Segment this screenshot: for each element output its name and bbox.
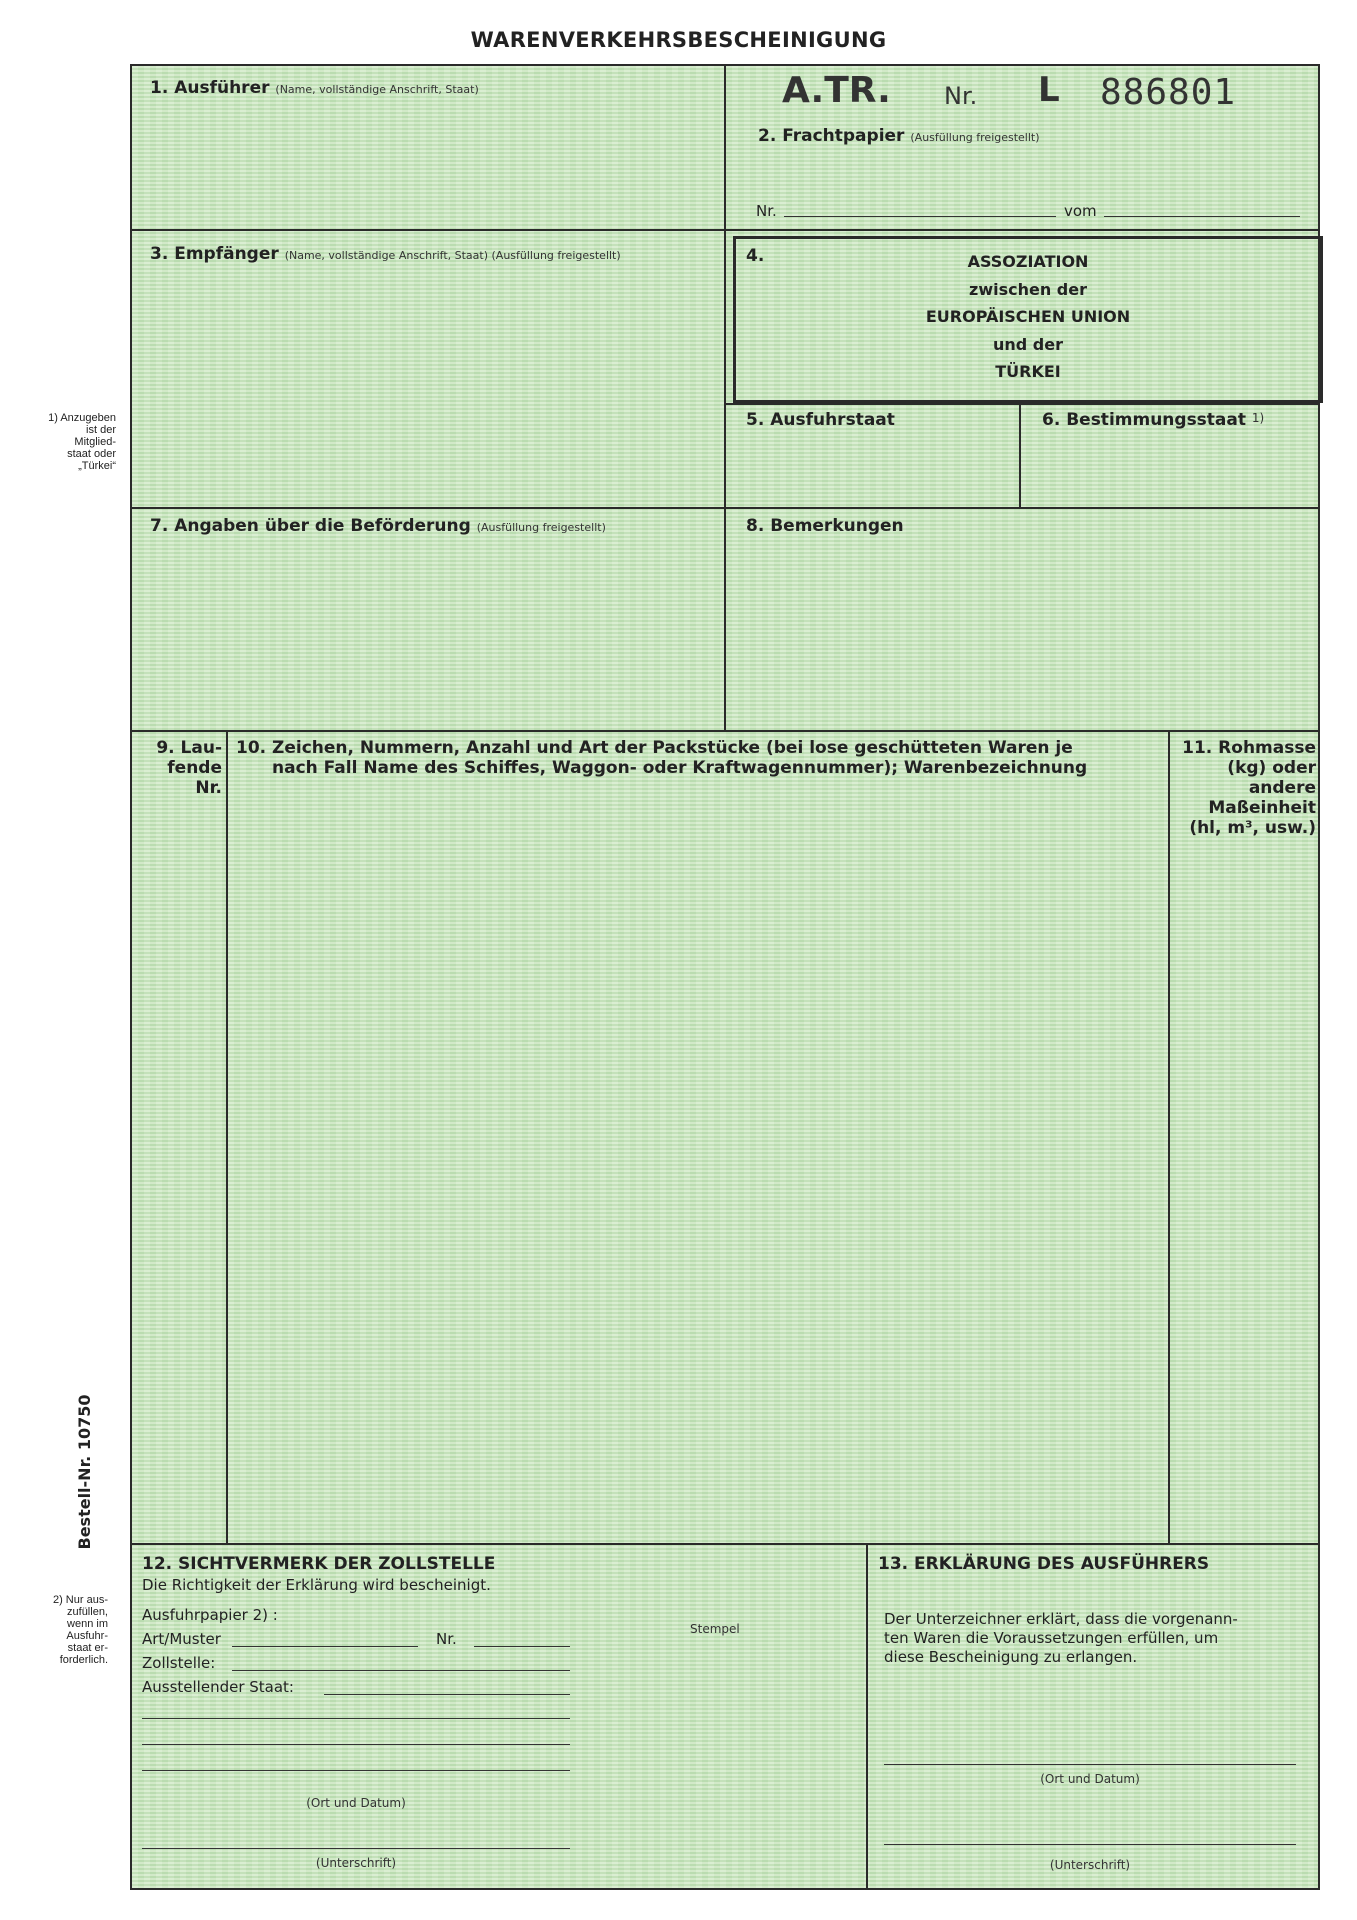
box2-hint: (Ausfüllung freigestellt) [910,131,1040,144]
stamp-area[interactable] [590,1600,860,1840]
box7-hint: (Ausfüllung freigestellt) [476,521,606,534]
footnote-2-line: wenn im [67,1618,108,1630]
box4-label: 4. [746,246,765,266]
document-title: WARENVERKEHRSBESCHEINIGUNG [470,28,887,52]
transport-doc-date-field[interactable] [1104,216,1300,217]
divider-v-12-13 [866,1543,868,1890]
declaration-line: diese Bescheinigung zu erlangen. [884,1648,1138,1666]
footnote-1-line: staat oder [67,448,116,460]
divider-h-1 [130,229,1320,231]
box3-hint: (Name, vollständige Anschrift, Staat) (Ausfüllung freigestellt) [284,249,621,262]
box9-line: Nr. [195,778,222,798]
divider-h-2 [724,403,1320,405]
customs-signature-caption: (Unterschrift) [315,1856,397,1870]
divider-v-10-11 [1168,730,1170,1544]
gross-mass-field[interactable] [1172,850,1316,1540]
box12-subtitle: Die Richtigkeit der Erklärung wird bescheinigt. [142,1576,491,1594]
order-number: Bestell-Nr. 10750 [75,1394,94,1550]
footnote-2 [20,1594,108,1666]
type-model-field[interactable] [232,1646,418,1647]
box6-footnote-ref: 1) [1251,411,1265,425]
box11-line: (hl, m³, usw.) [1189,818,1316,838]
stamp-label: Stempel [690,1622,740,1636]
box6-label [1042,410,1264,430]
box6-title: 6. Bestimmungsstaat [1042,410,1246,430]
goods-description-field[interactable] [232,790,1164,1540]
box11-label [1172,738,1316,838]
customs-office-field[interactable] [232,1670,570,1671]
divider-h-4 [130,730,1320,732]
footnote-1-line: 1) Anzugeben [48,412,116,424]
box2-vom-label: vom [1064,202,1097,220]
box10-label [236,738,1087,778]
customs-place-date-line[interactable] [142,1770,570,1771]
box9-line: 9. Lau- [156,738,222,758]
box2-title: 2. Frachtpapier [758,126,905,146]
box11-line: 11. Rohmasse [1182,738,1316,758]
consignee-field[interactable] [134,266,720,504]
box10-line: 10. Zeichen, Nummern, Anzahl und Art der Packstücke (bei lose geschütteten Waren je [236,738,1073,758]
footnote-1 [20,412,116,472]
box1-hint: (Name, vollständige Anschrift, Staat) [275,83,479,96]
association-line: EUROPÄISCHEN UNION [925,307,1131,326]
box10-line: nach Fall Name des Schiffes, Waggon- oder Kraftwagennummer); Warenbezeichnung [272,758,1088,778]
remarks-field[interactable] [730,540,1316,726]
customs-signature-line[interactable] [142,1848,570,1849]
divider-v-9-10 [226,730,228,1544]
box11-line: andere [1248,778,1316,798]
customs-office-label: Zollstelle: [142,1654,216,1672]
box11-line: (kg) oder [1227,758,1316,778]
box11-line: Maßeinheit [1208,798,1316,818]
footnote-2-line: forderlich. [59,1654,108,1666]
exporter-field[interactable] [134,100,720,226]
export-doc-label: Ausfuhrpapier 2) : [142,1606,278,1624]
export-doc-nr-label: Nr. [436,1630,457,1648]
export-country-field[interactable] [728,432,1016,504]
exporter-place-date-caption: (Ort und Datum) [1040,1772,1140,1786]
box8-label: 8. Bemerkungen [746,516,904,536]
divider-h-5 [130,1543,1320,1545]
box9-line: fende [167,758,222,778]
item-number-field[interactable] [134,800,222,1540]
exporter-signature-caption: (Unterschrift) [1049,1858,1131,1872]
customs-extra-line-1[interactable] [142,1718,570,1719]
footnote-1-line: ist der [86,424,116,436]
box5-label: 5. Ausfuhrstaat [746,410,895,430]
association-line: TÜRKEI [995,362,1061,381]
box2-label [758,126,1040,146]
box7-title: 7. Angaben über die Beförderung [150,516,471,536]
box12-label: 12. SICHTVERMERK DER ZOLLSTELLE [142,1554,496,1574]
exporter-signature-line[interactable] [884,1844,1296,1845]
export-doc-nr-field[interactable] [474,1646,570,1647]
footnote-2-line: 2) Nur aus- [52,1594,108,1606]
footnote-2-line: staat er- [67,1642,108,1654]
destination-country-field[interactable] [1024,432,1316,504]
divider-h-3 [130,507,1320,509]
declaration-line: Der Unterzeichner erklärt, dass die vorgenann- [884,1610,1238,1628]
divider-v-top [724,64,726,732]
customs-extra-line-2[interactable] [142,1744,570,1745]
nr-label: Nr. [944,82,978,110]
box7-label [150,516,606,536]
issuing-state-field[interactable] [324,1694,570,1695]
box1-label [150,78,479,98]
association-line: ASSOZIATION [967,252,1089,271]
box3-label [150,244,621,264]
box3-title: 3. Empfänger [150,244,279,264]
type-model-label: Art/Muster [142,1630,221,1648]
exporter-declaration [884,1610,1304,1667]
exporter-place-date-line[interactable] [884,1764,1296,1765]
box1-title: 1. Ausführer [150,78,270,98]
customs-place-date-caption: (Ort und Datum) [306,1796,406,1810]
box2-nr-label: Nr. [756,202,777,220]
series-letter: L [1038,70,1060,110]
transport-details-field[interactable] [134,540,720,726]
issuing-state-label: Ausstellender Staat: [142,1678,294,1696]
footnote-1-line: „Türkei“ [78,460,116,472]
association-line: zwischen der [969,280,1087,299]
box9-label [136,738,222,798]
form-type: A.TR. [782,70,891,111]
certificate-number: 886801 [1100,72,1237,113]
box13-label: 13. ERKLÄRUNG DES AUSFÜHRERS [878,1554,1210,1574]
association-line: und der [993,335,1063,354]
transport-doc-nr-field[interactable] [784,216,1056,217]
declaration-line: ten Waren die Voraussetzungen erfüllen, um [884,1629,1219,1647]
footnote-2-line: zufüllen, [67,1606,108,1618]
divider-v-5-6 [1019,403,1021,507]
footnote-2-line: Ausfuhr- [66,1630,108,1642]
footnote-1-line: Mitglied- [74,436,116,448]
